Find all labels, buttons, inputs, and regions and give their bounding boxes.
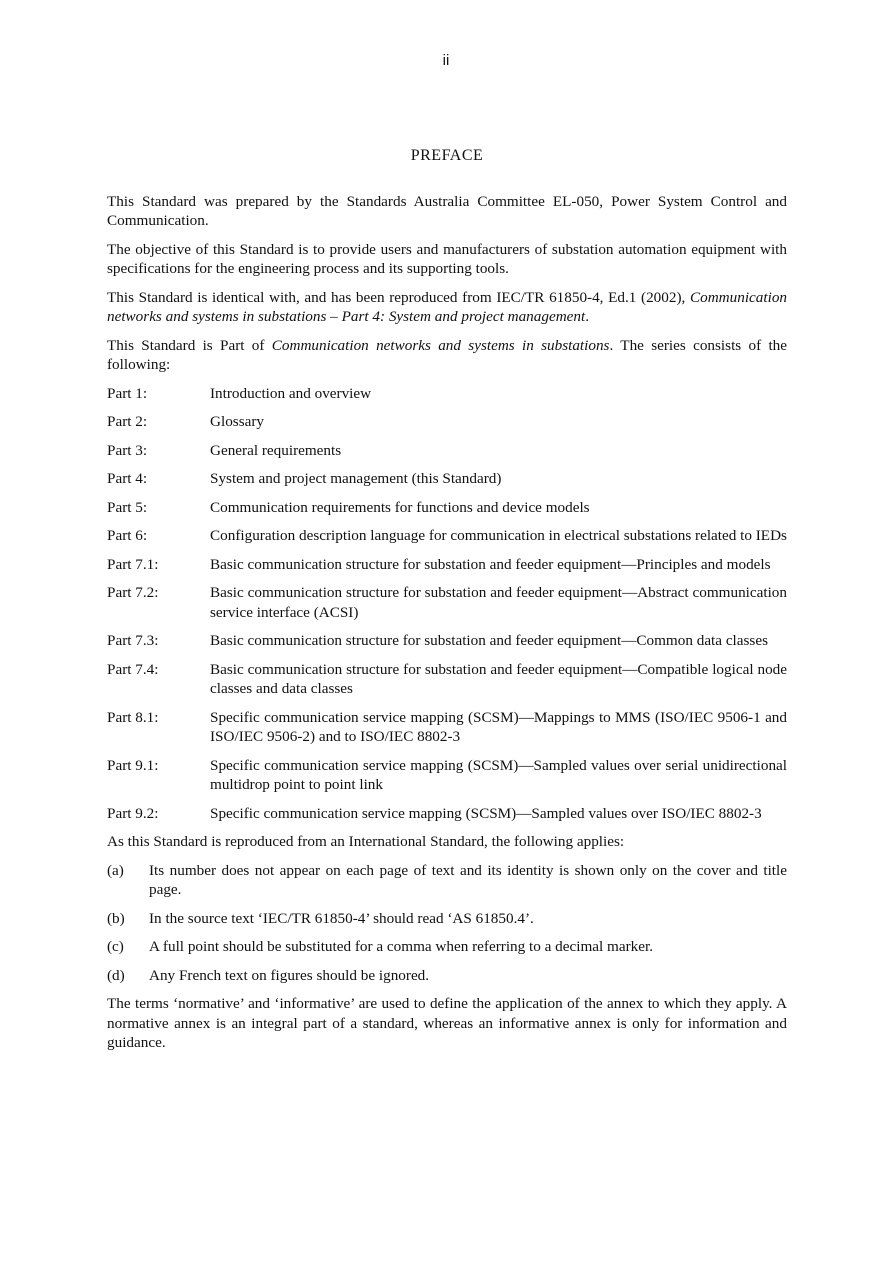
source-text: This Standard is identical with, and has been reproduced from IEC/TR 61850-4, Ed.1 (2002),	[107, 288, 686, 306]
condition-item	[107, 861, 787, 900]
part-item	[107, 498, 787, 518]
page-number: ii	[442, 52, 450, 69]
condition-text: Any French text on figures should be ignored.	[149, 966, 430, 984]
condition-text: A full point should be substituted for a comma when referring to a decimal marker.	[149, 938, 654, 955]
condition-item	[107, 909, 787, 929]
condition-item	[107, 966, 787, 986]
condition-label: (d)	[107, 966, 125, 984]
part-item	[107, 469, 787, 489]
part-number: Part 7.3:	[107, 632, 159, 649]
part-item	[107, 708, 787, 747]
part-description: Basic communication structure for substation and feeder equipment—Principles and models	[210, 555, 771, 573]
part-item	[107, 756, 787, 795]
paragraph-committee: This Standard was prepared by the Standards Australia Committee EL-050, Power System Control and Communication.	[107, 192, 787, 229]
part-number: Part 5:	[107, 498, 148, 516]
part-number: Part 6:	[107, 527, 148, 544]
part-item	[107, 631, 787, 651]
part-item	[107, 555, 787, 575]
source-title: Communication networks and systems in substations – Part 4: System and project management	[107, 288, 788, 325]
part-number: Part 4:	[107, 470, 148, 487]
part-description: Basic communication structure for substation and feeder equipment—Compatible logical node classes and data classes	[210, 660, 787, 697]
parts-list	[107, 384, 787, 824]
part-description: Glossary	[210, 413, 264, 430]
part-description: System and project management (this Standard)	[210, 470, 502, 487]
page-title: PREFACE	[410, 147, 484, 164]
part-description: Specific communication service mapping (SCSM)—Sampled values over ISO/IEC 8802-3	[210, 804, 762, 822]
part-number: Part 3:	[107, 441, 148, 459]
part-item	[107, 441, 787, 461]
paragraph-objective: The objective of this Standard is to provide users and manufacturers of substation automation equipment with specifications for the engineering process and its supporting tools.	[107, 240, 787, 277]
condition-label: (c)	[107, 938, 124, 955]
part-item	[107, 804, 787, 824]
part-description: Communication requirements for functions and device models	[210, 498, 590, 516]
series-suffix: . The series consists of the following:	[107, 336, 788, 373]
paragraph-annex-terms: The terms ‘normative’ and ‘informative’ are used to define the application of the annex to which they apply. A normative annex is an integral part of a standard, whereas an informative annex is only for information and guidance.	[107, 995, 787, 1051]
part-number: Part 9.2:	[107, 804, 159, 822]
part-description: Specific communication service mapping (SCSM)—Mappings to MMS (ISO/IEC 9506-1 and ISO/IEC 9506-2) and to ISO/IEC 8802-3	[210, 708, 787, 745]
part-item	[107, 660, 787, 699]
part-item	[107, 384, 787, 404]
condition-item	[107, 937, 787, 957]
part-number: Part 7.1:	[107, 555, 159, 573]
part-number: Part 7.2:	[107, 584, 159, 601]
part-item	[107, 412, 787, 432]
series-text: This Standard is Part of	[107, 336, 265, 354]
part-number: Part 2:	[107, 413, 148, 430]
paragraph-series	[107, 336, 787, 375]
part-number: Part 7.4:	[107, 660, 159, 678]
part-description: Specific communication service mapping (SCSM)—Sampled values over serial unidirectional multidrop point to point link	[210, 756, 787, 793]
series-title: Communication networks and systems in substations	[271, 336, 610, 354]
paragraph-source	[107, 288, 787, 327]
part-description: General requirements	[210, 441, 342, 459]
part-number: Part 1:	[107, 384, 148, 402]
part-number: Part 9.1:	[107, 756, 159, 774]
part-description: Configuration description language for communication in electrical substations related to IEDs	[210, 527, 787, 544]
part-description: Introduction and overview	[210, 384, 372, 402]
part-item	[107, 583, 787, 622]
part-item	[107, 526, 787, 546]
conditions-list	[107, 861, 787, 986]
document-body	[107, 146, 787, 1062]
condition-label: (b)	[107, 909, 125, 927]
condition-label: (a)	[107, 861, 124, 879]
part-description: Basic communication structure for substation and feeder equipment—Common data classes	[210, 632, 768, 649]
condition-text: In the source text ‘IEC/TR 61850-4’ should read ‘AS 61850.4’.	[149, 909, 534, 927]
paragraph-applies: As this Standard is reproduced from an International Standard, the following applies:	[107, 833, 625, 850]
source-suffix: .	[585, 308, 590, 325]
part-description: Basic communication structure for substation and feeder equipment—Abstract communication service interface (ACSI)	[210, 584, 787, 621]
part-number: Part 8.1:	[107, 708, 159, 726]
condition-text: Its number does not appear on each page of text and its identity is shown only on the cover and title page.	[149, 861, 787, 898]
